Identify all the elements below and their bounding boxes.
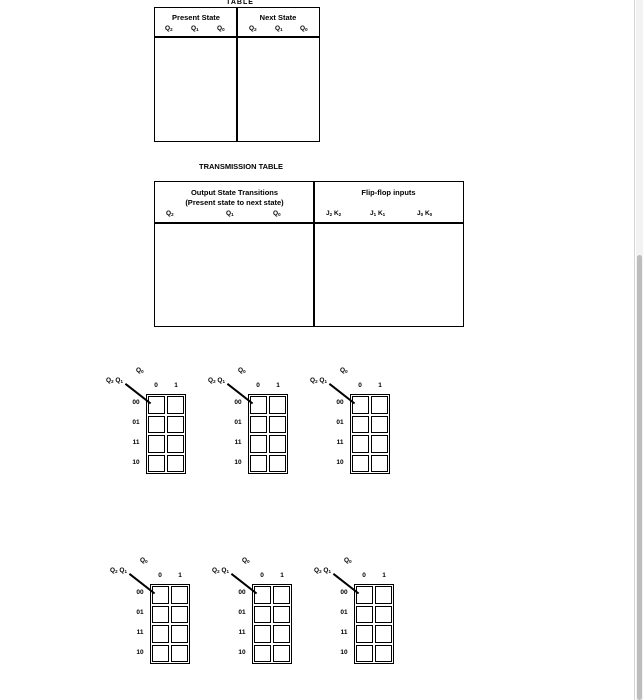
j1k1-label: $J_1$ $K_1$ — [370, 210, 386, 217]
kmap-cell — [167, 416, 184, 434]
next-q0-label: $Q_0$ — [300, 25, 308, 32]
kmap-grid — [350, 394, 390, 474]
flipflop-inputs-label: Flip-flop inputs — [361, 188, 416, 197]
kmap-cell — [171, 645, 188, 663]
output-q2-label: $Q_2$ — [166, 210, 174, 217]
kmap-grid — [354, 584, 394, 664]
next-state-divider — [236, 7, 238, 142]
kmap-col-header: 0 — [260, 572, 264, 579]
kmap-cell — [352, 435, 369, 453]
kmap-cell — [250, 435, 267, 453]
next-q1-label: $Q_1$ — [275, 25, 283, 32]
kmap-col-header: 1 — [382, 572, 386, 579]
kmap-cell — [171, 625, 188, 643]
present-q1-label: $Q_1$ — [191, 25, 199, 32]
present-state-header: Present State — [172, 13, 220, 22]
kmap-cell — [148, 416, 165, 434]
kmap-col-header: 1 — [276, 382, 280, 389]
kmap-cell — [273, 625, 290, 643]
kmap-cell — [269, 455, 286, 473]
kmap-col-header: 1 — [178, 572, 182, 579]
kmap-row-label: 01 — [336, 419, 344, 426]
kmap-cell — [375, 606, 392, 624]
kmap-cell — [273, 586, 290, 604]
kmap-cell — [254, 586, 271, 604]
kmap-col-header: 0 — [158, 572, 162, 579]
kmap-cell — [250, 416, 267, 434]
kmap-cell — [148, 435, 165, 453]
kmap-col-header: 0 — [362, 572, 366, 579]
kmap-row-var: $Q_2$ $Q_1$ — [110, 567, 127, 574]
kmap-grid — [252, 584, 292, 664]
kmap-row-label: 00 — [132, 399, 140, 406]
next-state-header-line — [154, 36, 320, 38]
kmap-col-var: $Q_0$ — [140, 557, 148, 564]
kmap-cell — [273, 645, 290, 663]
transmission-header-line — [154, 222, 464, 224]
scrollbar-thumb[interactable] — [637, 255, 642, 700]
kmap-row-label: 00 — [340, 589, 348, 596]
output-transitions-label: Output State Transitions — [190, 188, 279, 197]
kmap-row-label: 00 — [136, 589, 144, 596]
kmap — [106, 367, 216, 487]
kmap-row-label: 10 — [136, 649, 144, 656]
kmap-cell — [375, 625, 392, 643]
kmap-cell — [148, 455, 165, 473]
kmap-col-header: 0 — [358, 382, 362, 389]
kmap-cell — [152, 586, 169, 604]
kmap-cell — [250, 396, 267, 414]
kmap-col-var: $Q_0$ — [238, 367, 246, 374]
kmap-grid — [248, 394, 288, 474]
kmap-cell — [167, 455, 184, 473]
kmap-row-label: 11 — [336, 439, 344, 446]
kmap-row-label: 01 — [238, 609, 246, 616]
kmap-cell — [167, 396, 184, 414]
kmap-cell — [254, 625, 271, 643]
kmap-cell — [356, 606, 373, 624]
kmap-col-header: 0 — [256, 382, 260, 389]
kmap-cell — [356, 645, 373, 663]
kmap-row-label: 10 — [238, 649, 246, 656]
kmap-row-label: 10 — [336, 459, 344, 466]
kmap-col-var: $Q_0$ — [344, 557, 352, 564]
kmap — [310, 367, 420, 487]
kmap-cell — [371, 396, 388, 414]
kmap-cell — [250, 455, 267, 473]
kmap-row-var: $Q_2$ $Q_1$ — [212, 567, 229, 574]
kmap-cell — [371, 416, 388, 434]
kmap-cell — [167, 435, 184, 453]
kmap-col-header: 1 — [378, 382, 382, 389]
output-q0-label: $Q_0$ — [273, 210, 281, 217]
kmap-cell — [375, 586, 392, 604]
output-transitions-sublabel: (Present state to next state) — [185, 198, 284, 207]
next-q2-label: $Q_2$ — [249, 25, 257, 32]
kmap-cell — [352, 416, 369, 434]
kmap-row-label: 11 — [238, 629, 246, 636]
kmap-cell — [171, 606, 188, 624]
kmap-cell — [269, 416, 286, 434]
kmap-row-label: 10 — [234, 459, 242, 466]
kmap-cell — [356, 625, 373, 643]
kmap-row-label: 11 — [340, 629, 348, 636]
kmap-row-label: 10 — [132, 459, 140, 466]
kmap-col-var: $Q_0$ — [242, 557, 250, 564]
kmap-cell — [269, 435, 286, 453]
next-state-header: Next State — [259, 13, 297, 22]
kmap-cell — [375, 645, 392, 663]
present-q2-label: $Q_2$ — [165, 25, 173, 32]
kmap-cell — [352, 396, 369, 414]
kmap-row-var: $Q_2$ $Q_1$ — [310, 377, 327, 384]
kmap-cell — [356, 586, 373, 604]
output-q1-label: $Q_1$ — [226, 210, 234, 217]
kmap — [212, 557, 322, 677]
kmap-row-label: 00 — [234, 399, 242, 406]
kmap-cell — [148, 396, 165, 414]
kmap-cell — [152, 645, 169, 663]
kmap-row-label: 10 — [340, 649, 348, 656]
kmap-col-header: 1 — [280, 572, 284, 579]
j2k2-label: $J_2$ $K_2$ — [326, 210, 342, 217]
kmap-cell — [254, 606, 271, 624]
transmission-divider — [313, 181, 315, 327]
kmap-grid — [146, 394, 186, 474]
next-state-table-title: TABLE — [226, 0, 254, 6]
kmap-col-var: $Q_0$ — [340, 367, 348, 374]
kmap-row-var: $Q_2$ $Q_1$ — [314, 567, 331, 574]
kmap-col-header: 0 — [154, 382, 158, 389]
kmap-cell — [152, 625, 169, 643]
kmap-cell — [371, 455, 388, 473]
kmap-cell — [273, 606, 290, 624]
kmap-row-label: 01 — [136, 609, 144, 616]
kmap-row-label: 01 — [234, 419, 242, 426]
kmap-cell — [152, 606, 169, 624]
kmap-row-label: 11 — [136, 629, 144, 636]
kmap-row-label: 01 — [132, 419, 140, 426]
transmission-table-title: TRANSMISSION TABLE — [198, 162, 284, 171]
kmap — [314, 557, 424, 677]
kmap-cell — [269, 396, 286, 414]
kmap-row-label: 11 — [234, 439, 242, 446]
kmap-cell — [352, 455, 369, 473]
kmap-row-label: 00 — [336, 399, 344, 406]
kmap-row-var: $Q_2$ $Q_1$ — [208, 377, 225, 384]
kmap — [208, 367, 318, 487]
kmap-col-header: 1 — [174, 382, 178, 389]
kmap-cell — [171, 586, 188, 604]
kmap-row-label: 00 — [238, 589, 246, 596]
kmap-cell — [254, 645, 271, 663]
kmap-col-var: $Q_0$ — [136, 367, 144, 374]
kmap-cell — [371, 435, 388, 453]
kmap-row-label: 11 — [132, 439, 140, 446]
j0k0-label: $J_0$ $K_0$ — [417, 210, 433, 217]
present-q0-label: $Q_0$ — [217, 25, 225, 32]
kmap-row-label: 01 — [340, 609, 348, 616]
kmap-row-var: $Q_2$ $Q_1$ — [106, 377, 123, 384]
kmap-grid — [150, 584, 190, 664]
kmap — [110, 557, 220, 677]
